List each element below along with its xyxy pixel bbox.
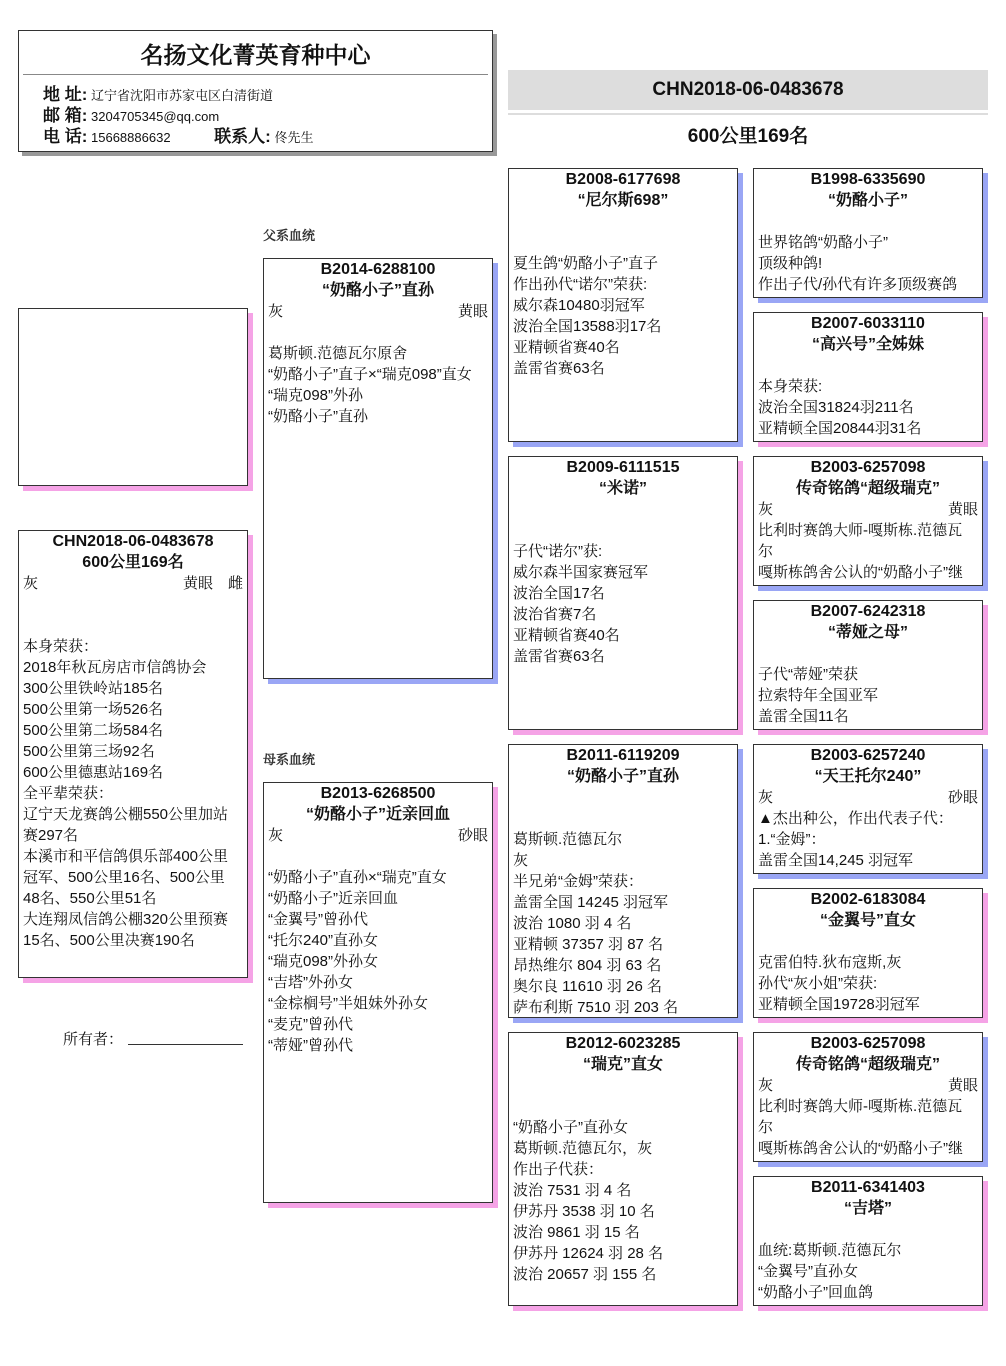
pigeon-name: “瑞克”直女 (582, 1056, 663, 1073)
info-line: 昂热维尔 804 羽 63 名 (513, 957, 662, 974)
color-eye-row (23, 573, 243, 594)
info-line: 波治 20657 羽 155 名 (513, 1266, 657, 1283)
info-line: 夏生鸽“奶酪小子”直子 (513, 255, 658, 272)
loft-title: 名扬文化菁英育种中心 (140, 42, 371, 68)
info-line: 萨布利斯 7510 羽 203 名 (513, 999, 679, 1016)
info-line: 灰 (513, 852, 529, 869)
ring-number: B2008-6177698 (565, 171, 681, 188)
info-line: 本溪市和平信鸽俱乐部400公里 (23, 848, 229, 865)
info-line: 克雷伯特.狄布寇斯,灰 (758, 954, 902, 971)
ring-number: B1998-6335690 (810, 171, 926, 188)
spacer (513, 211, 733, 232)
info-line: 波治全国31824羽211名 (758, 399, 914, 416)
info-line: 盖雷省赛63名 (513, 360, 605, 377)
pigeon-name: “尼尔斯698” (577, 192, 669, 209)
info-line: 伊苏丹 3538 羽 10 名 (513, 1203, 655, 1220)
spacer (513, 232, 733, 253)
info-line: 葛斯顿.范德瓦尔，灰 (513, 1140, 653, 1157)
info-line: 全平辈荣获： (23, 785, 114, 802)
contact-label: 联系人: (214, 127, 271, 146)
info-line: 亚精顿 37357 羽 87 名 (513, 936, 664, 953)
spacer (758, 1219, 978, 1240)
pedigree-card-ss[interactable] (508, 168, 738, 442)
ring-number: CHN2018-06-0483678 (52, 533, 214, 550)
ring-number: B2003-6257098 (810, 1035, 926, 1052)
ring-number: B2002-6183084 (810, 891, 926, 908)
info-line: 亚精顿省赛40名 (513, 339, 620, 356)
pedigree-card-sd[interactable] (508, 456, 738, 730)
spacer (513, 1096, 733, 1117)
ring-number: B2013-6268500 (320, 785, 436, 802)
info-line: 亚精顿全国20844羽31名 (758, 420, 922, 437)
info-line: 亚精顿省赛40名 (513, 627, 620, 644)
info-line: 威尔森10480羽冠军 (513, 297, 645, 314)
info-line: “金棕榈号”半姐妹外孙女 (268, 995, 428, 1012)
info-line: 600公里德惠站169名 (23, 764, 164, 781)
spacer (758, 643, 978, 664)
pedigree-card-sss[interactable] (753, 168, 983, 298)
info-line: “奶酪小子”回血鸽 (758, 1284, 873, 1301)
pedigree-card-sds[interactable] (753, 456, 983, 586)
pedigree-card-dsd[interactable] (753, 888, 983, 1018)
info-line: 冠军、500公里16名、500公里 (23, 869, 225, 886)
spacer (513, 1075, 733, 1096)
bird-achievement-title: 600公里169名 (687, 126, 809, 147)
pigeon-name: “奶酪小子”直孙 (566, 768, 679, 785)
phone-value: 15668886632 (91, 130, 171, 145)
divider (508, 113, 988, 115)
info-line: 葛斯顿.范德瓦尔 (513, 831, 623, 848)
pigeon-name: 传奇铭鸽“超级瑞克” (795, 1056, 940, 1073)
info-line: 作出子代获： (513, 1161, 604, 1178)
pigeon-name: “蒂娅之母” (827, 624, 908, 641)
info-line: “吉塔”外孙女 (268, 974, 353, 991)
ring-number: B2014-6288100 (320, 261, 436, 278)
ring-number: B2012-6023285 (565, 1035, 681, 1052)
phone-label: 电 话: (43, 127, 88, 146)
info-line: 尔 (758, 543, 774, 560)
ring-number: B2011-6119209 (566, 747, 680, 764)
info-line: 嘎斯栋鸽舍公认的“奶酪小子”继 (758, 1140, 963, 1157)
info-line: 赛297名 (23, 827, 79, 844)
info-line: 拉索特年全国亚军 (758, 687, 879, 704)
spacer (513, 520, 733, 541)
feather-color: 灰 (23, 575, 39, 592)
info-line: 奥尔良 11610 羽 26 名 (513, 978, 662, 995)
info-line: 辽宁天龙赛鸽公棚550公里加站 (23, 806, 229, 823)
info-line: “金翼号”曾孙代 (268, 911, 368, 928)
info-line: “瑞克098”外孙女 (268, 953, 379, 970)
info-line: 盖雷全国14,245 羽冠军 (758, 852, 914, 869)
info-line: 顶级种鸽! (758, 255, 823, 272)
info-line: 15名、500公里决赛190名 (23, 932, 195, 949)
info-line: 作出子代/孙代有许多顶级赛鸽 (758, 276, 958, 293)
info-line: “奶酪小子”直子×“瑞克098”直女 (268, 366, 472, 383)
pigeon-name: “米诺” (598, 480, 647, 497)
owner-label: 所有者： (63, 1031, 124, 1048)
pigeon-name: “吉塔” (843, 1200, 892, 1217)
ring-number: B2011-6341403 (811, 1179, 925, 1196)
pigeon-name: “金翼号”直女 (819, 912, 916, 929)
pigeon-name: 传奇铭鸽“超级瑞克” (795, 480, 940, 497)
spacer (513, 499, 733, 520)
feather-color: 灰 (268, 827, 284, 844)
info-line: 威尔森半国家赛冠军 (513, 564, 649, 581)
pedigree-card-ds[interactable] (508, 744, 738, 1018)
info-line: 本身荣获： (23, 638, 99, 655)
feather-color: 灰 (758, 789, 774, 806)
pedigree-card-sire[interactable] (263, 258, 493, 679)
info-line: 半兄弟“金姆”荣获： (513, 873, 643, 890)
color-eye-row (268, 301, 488, 322)
info-line: ▲杰出种公，作出代表子代： (758, 810, 953, 827)
pedigree-card-dd[interactable] (508, 1032, 738, 1306)
info-line: 波治 1080 羽 4 名 (513, 915, 632, 932)
feather-color: 灰 (758, 501, 774, 518)
color-eye-row (758, 1075, 978, 1096)
pigeon-name: “天王托尔240” (814, 768, 922, 785)
spacer (758, 355, 978, 376)
divider (23, 74, 488, 75)
info-line: “蒂娅”曾孙代 (268, 1037, 353, 1054)
owner-signature-line (128, 1044, 243, 1045)
info-line: 波治 9861 羽 15 名 (513, 1224, 640, 1241)
info-line: 伊苏丹 12624 羽 28 名 (513, 1245, 664, 1262)
info-line: 500公里第二场584名 (23, 722, 164, 739)
color-eye-row (758, 499, 978, 520)
info-line: 子代“蒂娅”荣获 (758, 666, 858, 683)
info-line: 盖雷全国11名 (758, 708, 849, 725)
info-line: 波治全国13588羽17名 (513, 318, 662, 335)
pedigree-card-ddd[interactable] (753, 1176, 983, 1306)
info-line: 亚精顿全国19728羽冠军 (758, 996, 920, 1013)
info-line: “麦克”曾孙代 (268, 1016, 353, 1033)
info-line: 嘎斯栋鸽舍公认的“奶酪小子”继 (758, 564, 963, 581)
spacer (23, 615, 243, 636)
pedigree-card-ssd[interactable] (753, 312, 983, 442)
info-line: 大连翔凤信鸽公棚320公里预赛 (23, 911, 229, 928)
spacer (268, 846, 488, 867)
photo-frame (18, 308, 248, 486)
info-line: 波治省赛7名 (513, 606, 597, 623)
email-value: 3204705345@qq.com (91, 109, 220, 124)
info-line: 本身荣获: (758, 378, 823, 395)
info-line: “奶酪小子”直孙女 (513, 1119, 628, 1136)
pedigree-card-sdd[interactable] (753, 600, 983, 730)
info-line: 48名、550公里51名 (23, 890, 157, 907)
info-line: “瑞克098”外孙 (268, 387, 364, 404)
spacer (268, 322, 488, 343)
pedigree-card-dss[interactable] (753, 744, 983, 874)
info-line: 子代“诺尔”获: (513, 543, 603, 560)
spacer (23, 594, 243, 615)
info-line: 作出孙代“诺尔”荣获: (513, 276, 648, 293)
loft-header-card (18, 30, 493, 152)
info-line: 2018年秋瓦房店市信鸽协会 (23, 659, 207, 676)
info-line: 尔 (758, 1119, 774, 1136)
feather-color: 灰 (758, 1077, 774, 1094)
spacer (513, 808, 733, 829)
info-line: 盖雷省赛63名 (513, 648, 605, 665)
pedigree-card-dds[interactable] (753, 1032, 983, 1162)
contact-value: 佟先生 (274, 130, 314, 145)
ring-number: B2003-6257240 (810, 747, 926, 764)
info-line: 血统:葛斯顿.范德瓦尔 (758, 1242, 902, 1259)
address-label: 地 址: (43, 85, 88, 104)
spacer (758, 931, 978, 952)
info-line: 盖雷全国 14245 羽冠军 (513, 894, 669, 911)
sire-section-label: 父系血统 (263, 228, 316, 243)
ring-number: B2003-6257098 (810, 459, 926, 476)
eye-sex: 黄眼 雌 (182, 575, 243, 592)
pigeon-name: “奶酪小子”直孙 (321, 282, 434, 299)
pedigree-card-dam[interactable] (263, 782, 493, 1203)
eye-sex: 砂眼 (457, 827, 488, 844)
ring-number: B2007-6033110 (811, 315, 925, 332)
feather-color: 灰 (268, 303, 284, 320)
address-value: 辽宁省沈阳市苏家屯区白清街道 (91, 88, 274, 103)
eye-sex: 砂眼 (947, 789, 978, 806)
info-line: 葛斯顿.范德瓦尔原舍 (268, 345, 408, 362)
info-line: “托尔240”直孙女 (268, 932, 379, 949)
info-line: 波治全国17名 (513, 585, 605, 602)
color-eye-row (758, 787, 978, 808)
ring-number: B2009-6111515 (566, 459, 680, 476)
pigeon-name: 600公里169名 (82, 554, 184, 571)
info-line: 世界铭鸽“奶酪小子” (758, 234, 888, 251)
pigeon-name: “高兴号”全姊妹 (811, 336, 924, 353)
info-line: “金翼号”直孙女 (758, 1263, 858, 1280)
pedigree-card-main[interactable] (18, 530, 248, 978)
pigeon-name: “奶酪小子” (827, 192, 908, 209)
eye-sex: 黄眼 (457, 303, 488, 320)
info-line: 比利时赛鸽大师-嘎斯栋.范德瓦 (758, 522, 963, 539)
pigeon-name: “奶酪小子”近亲回血 (305, 806, 450, 823)
info-line: 1.“金姆”： (758, 831, 826, 848)
info-line: “奶酪小子”近亲回血 (268, 890, 398, 907)
ring-number: B2007-6242318 (810, 603, 926, 620)
info-line: 500公里第一场526名 (23, 701, 164, 718)
dam-section-label: 母系血统 (263, 752, 316, 767)
info-line: “奶酪小子”直孙 (268, 408, 368, 425)
info-line: 孙代“灰小姐”荣获: (758, 975, 878, 992)
info-line: 300公里铁岭站185名 (23, 680, 164, 697)
ring-number-banner: CHN2018-06-0483678 (508, 70, 988, 110)
eye-sex: 黄眼 (947, 1077, 978, 1094)
color-eye-row (268, 825, 488, 846)
spacer (758, 211, 978, 232)
email-label: 邮 箱: (43, 106, 88, 125)
eye-sex: 黄眼 (947, 501, 978, 518)
info-line: 比利时赛鸽大师-嘎斯栋.范德瓦 (758, 1098, 963, 1115)
info-line: 500公里第三场92名 (23, 743, 155, 760)
spacer (513, 787, 733, 808)
info-line: 波治 7531 羽 4 名 (513, 1182, 632, 1199)
info-line: “奶酪小子”直孙×“瑞克”直女 (268, 869, 447, 886)
